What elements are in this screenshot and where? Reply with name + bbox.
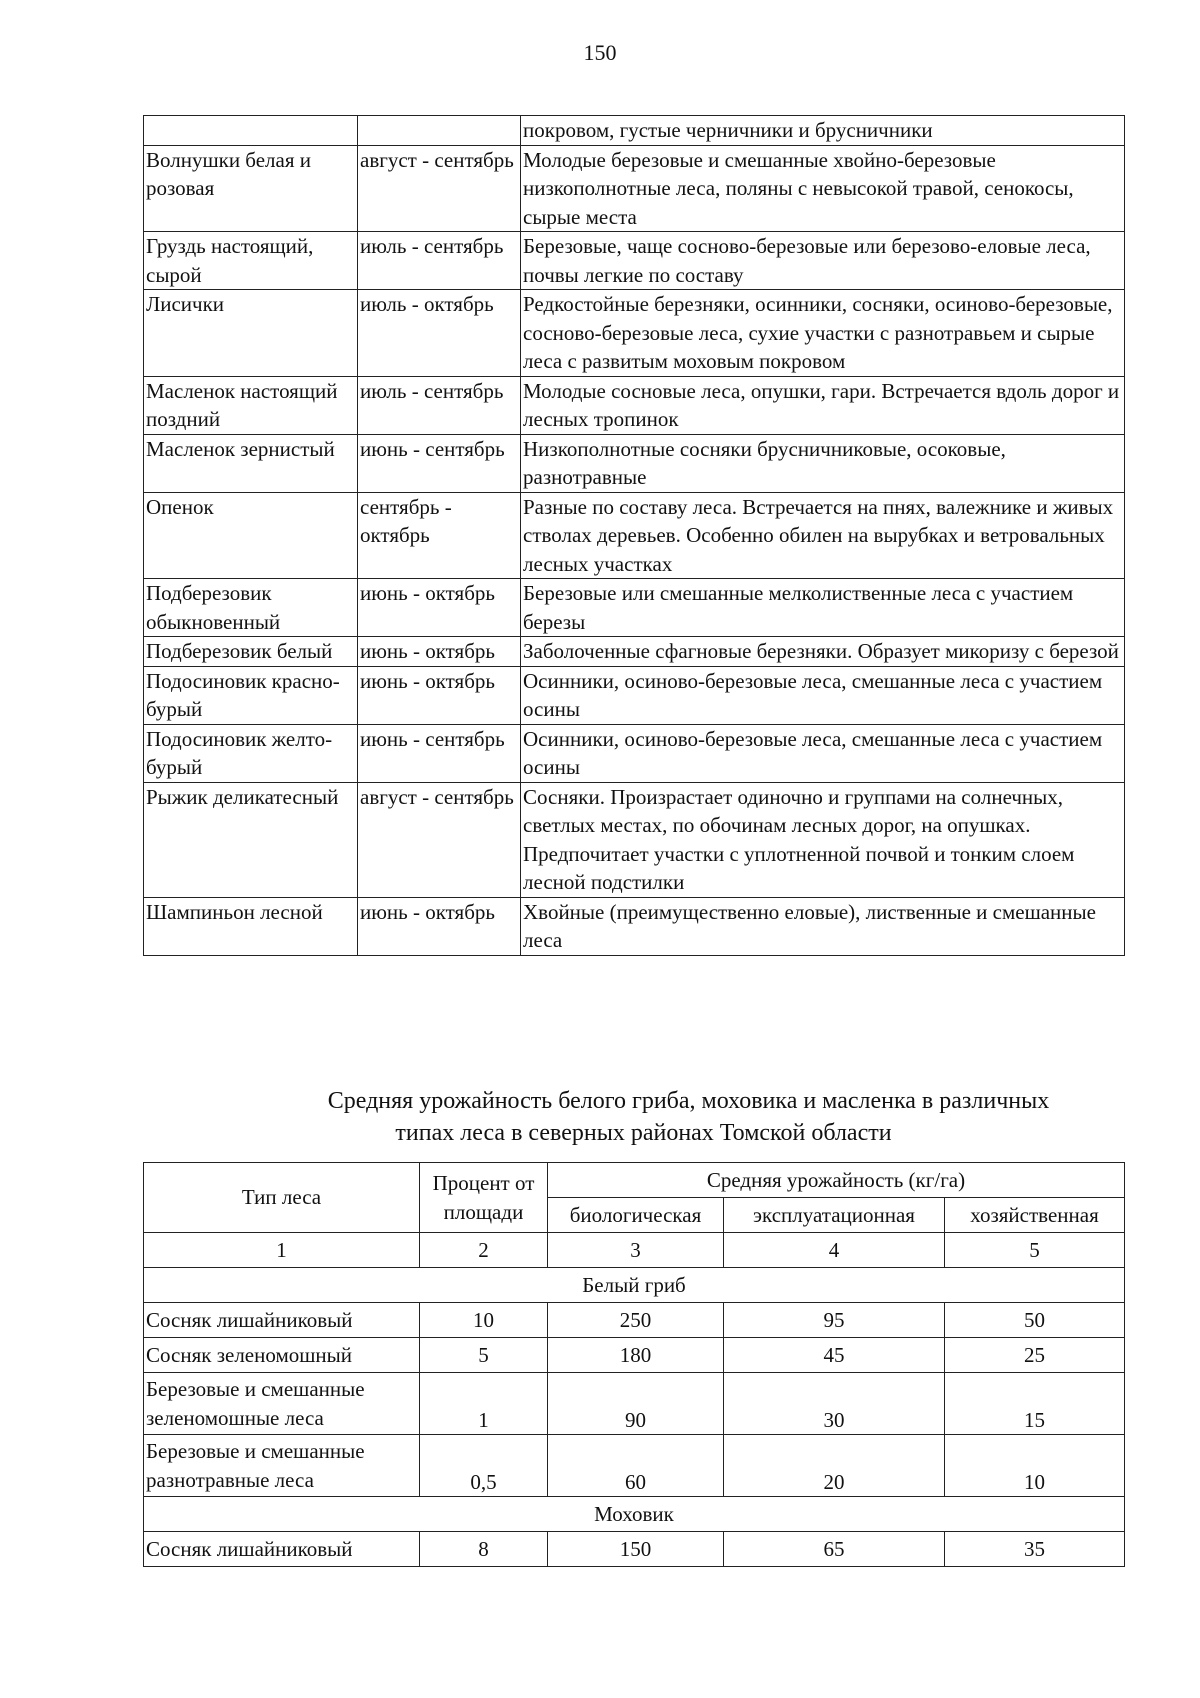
habitat: Сосняки. Произрастает одиночно и группами на солнечных, светлых местах, по обочинам лесных дорог, на опушках. Предпочитает участки с уплотненной почвой и тонким слоем лесной подстилки [521, 782, 1125, 897]
habitat: Низкополнотные сосняки брусничниковые, осоковые, разнотравные [521, 434, 1125, 492]
header-row [144, 1163, 1125, 1198]
season: июнь - октябрь [358, 897, 521, 955]
yield-economic: 25 [945, 1338, 1125, 1373]
habitat: Березовые или смешанные мелколиственные леса с участием березы [521, 579, 1125, 637]
season: июль - сентябрь [358, 232, 521, 290]
column-number: 2 [420, 1233, 548, 1268]
section-row [144, 1497, 1125, 1532]
table-row [144, 1373, 1125, 1435]
area-percent: 10 [420, 1303, 548, 1338]
mushroom-name: Подберезовик обыкновенный [144, 579, 358, 637]
table-row [144, 897, 1125, 955]
season: июнь - сентябрь [358, 434, 521, 492]
table-row [144, 637, 1125, 667]
header-biological: биологическая [548, 1198, 724, 1233]
yield-economic: 15 [945, 1373, 1125, 1435]
yield-table [143, 1162, 1125, 1567]
column-number: 1 [144, 1233, 420, 1268]
yield-biological: 90 [548, 1373, 724, 1435]
habitat: Редкостойные березняки, осинники, сосняки, осиново-березовые, сосново-березовые леса, сухие участки с разнотравьем и сырые леса с развитым моховым покровом [521, 290, 1125, 377]
yield-operational: 65 [724, 1532, 945, 1567]
mushroom-name: Подосиновик красно-бурый [144, 666, 358, 724]
column-number-row [144, 1233, 1125, 1268]
area-percent: 1 [420, 1373, 548, 1435]
table-row [144, 1435, 1125, 1497]
forest-type: Сосняк зеленомошный [144, 1338, 420, 1373]
yield-biological: 180 [548, 1338, 724, 1373]
table-row [144, 492, 1125, 579]
mushroom-name: Масленок зернистый [144, 434, 358, 492]
column-number: 3 [548, 1233, 724, 1268]
section-white-mushroom: Белый гриб [144, 1268, 1125, 1303]
mushroom-name [144, 116, 358, 146]
mushroom-name: Волнушки белая и розовая [144, 145, 358, 232]
yield-biological: 150 [548, 1532, 724, 1567]
area-percent: 0,5 [420, 1435, 548, 1497]
table-row [144, 290, 1125, 377]
table-row [144, 376, 1125, 434]
habitat: Осинники, осиново-березовые леса, смешанные леса с участием осины [521, 666, 1125, 724]
season [358, 116, 521, 146]
yield-biological: 250 [548, 1303, 724, 1338]
column-number: 4 [724, 1233, 945, 1268]
header-economic: хозяйственная [945, 1198, 1125, 1233]
season: сентябрь - октябрь [358, 492, 521, 579]
section-moss-mushroom: Моховик [144, 1497, 1125, 1532]
season: июнь - октябрь [358, 579, 521, 637]
season: август - сентябрь [358, 782, 521, 897]
mushroom-habitat-table [143, 115, 1125, 956]
yield-table-title [143, 1085, 1124, 1149]
habitat: Молодые сосновые леса, опушки, гари. Встречается вдоль дорог и лесных тропинок [521, 376, 1125, 434]
habitat: Заболоченные сфагновые березняки. Образует микоризу с березой [521, 637, 1125, 667]
table-row [144, 116, 1125, 146]
forest-type: Березовые и смешанные зеленомошные леса [144, 1373, 420, 1435]
yield-economic: 50 [945, 1303, 1125, 1338]
season: июнь - сентябрь [358, 724, 521, 782]
yield-economic: 10 [945, 1435, 1125, 1497]
habitat: Березовые, чаще сосново-березовые или березово-еловые леса, почвы легкие по составу [521, 232, 1125, 290]
season: август - сентябрь [358, 145, 521, 232]
habitat: Хвойные (преимущественно еловые), лиственные и смешанные леса [521, 897, 1125, 955]
yield-biological: 60 [548, 1435, 724, 1497]
forest-type: Сосняк лишайниковый [144, 1532, 420, 1567]
yield-operational: 45 [724, 1338, 945, 1373]
mushroom-name: Лисички [144, 290, 358, 377]
mushroom-name: Подберезовик белый [144, 637, 358, 667]
table-row [144, 579, 1125, 637]
mushroom-name: Подосиновик желто-бурый [144, 724, 358, 782]
table-row [144, 724, 1125, 782]
title-line-1: Средняя урожайность белого гриба, моховика и масленка в различных [327, 1088, 1050, 1114]
table-row [144, 1303, 1125, 1338]
habitat: Молодые березовые и смешанные хвойно-березовые низкополнотные леса, поляны с невысокой травой, сенокосы, сырые места [521, 145, 1125, 232]
area-percent: 5 [420, 1338, 548, 1373]
table-row [144, 782, 1125, 897]
season: июнь - октябрь [358, 666, 521, 724]
yield-operational: 30 [724, 1373, 945, 1435]
forest-type: Сосняк лишайниковый [144, 1303, 420, 1338]
table-row [144, 434, 1125, 492]
table-row [144, 1338, 1125, 1373]
column-number: 5 [945, 1233, 1125, 1268]
mushroom-name: Груздь настоящий, сырой [144, 232, 358, 290]
section-row [144, 1268, 1125, 1303]
habitat: Разные по составу леса. Встречается на пнях, валежнике и живых стволах деревьев. Особенно обилен на вырубках и ветровальных лесных участках [521, 492, 1125, 579]
table-row [144, 145, 1125, 232]
header-forest-type: Тип леса [144, 1163, 420, 1233]
yield-economic: 35 [945, 1532, 1125, 1567]
mushroom-name: Опенок [144, 492, 358, 579]
habitat: покровом, густые черничники и брусничники [521, 116, 1125, 146]
header-area-percent: Процент от площади [420, 1163, 548, 1233]
table-row [144, 666, 1125, 724]
table-row [144, 232, 1125, 290]
season: июль - октябрь [358, 290, 521, 377]
habitat: Осинники, осиново-березовые леса, смешанные леса с участием осины [521, 724, 1125, 782]
forest-type: Березовые и смешанные разнотравные леса [144, 1435, 420, 1497]
table-row [144, 1532, 1125, 1567]
header-operational: эксплуатационная [724, 1198, 945, 1233]
yield-operational: 95 [724, 1303, 945, 1338]
page-number: 150 [583, 40, 617, 65]
mushroom-name: Шампиньон лесной [144, 897, 358, 955]
season: июль - сентябрь [358, 376, 521, 434]
mushroom-name: Рыжик деликатесный [144, 782, 358, 897]
area-percent: 8 [420, 1532, 548, 1567]
season: июнь - октябрь [358, 637, 521, 667]
title-line-2: типах леса в северных районах Томской области [395, 1120, 892, 1146]
header-avg-yield: Средняя урожайность (кг/га) [548, 1163, 1125, 1198]
mushroom-name: Масленок настоящий поздний [144, 376, 358, 434]
yield-operational: 20 [724, 1435, 945, 1497]
